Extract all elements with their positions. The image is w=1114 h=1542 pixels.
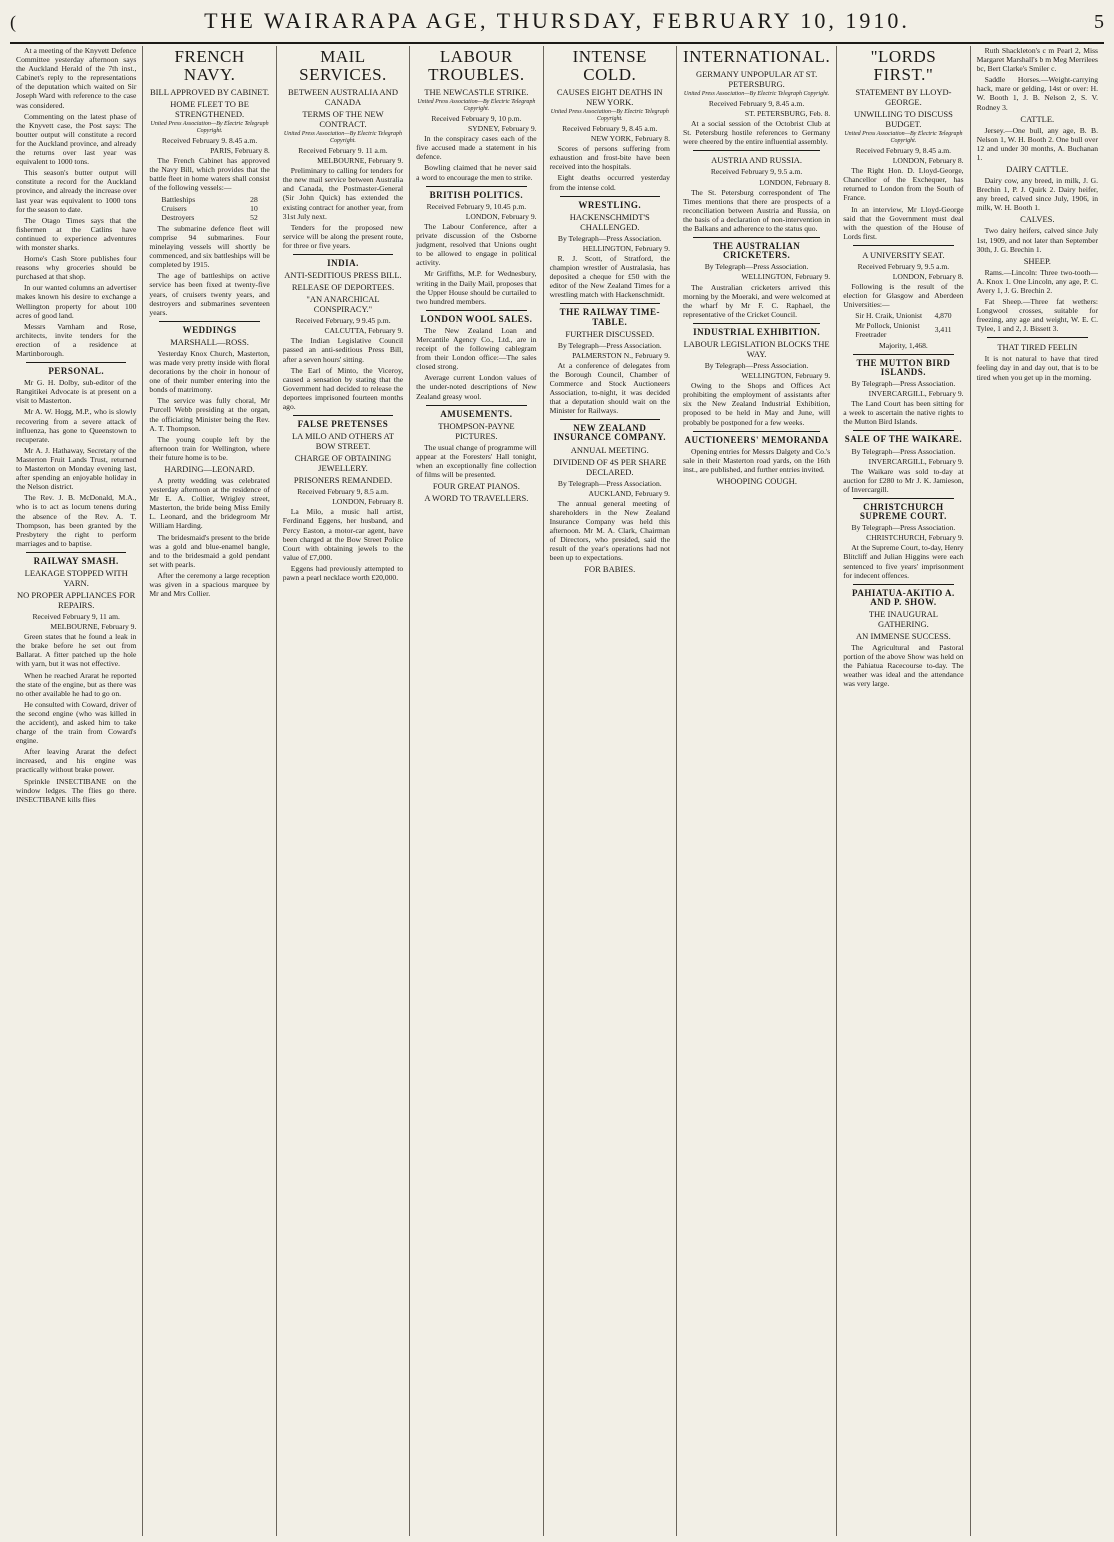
place-line: CALCUTTA, February 9. — [324, 326, 404, 336]
subheading: LA MILO AND OTHERS AT BOW STREET. — [291, 431, 394, 452]
subheading: AN IMMENSE SUCCESS. — [856, 630, 951, 641]
section-heading: SALE OF THE WAIKARE. — [844, 434, 963, 445]
article-paragraph: Tenders for the proposed new service will be along the present route, for three or five years. — [282, 222, 404, 250]
dateline: By Telegraph—Press Association. — [557, 478, 662, 488]
divider — [853, 354, 953, 355]
subheading: FURTHER DISCUSSED. — [565, 328, 655, 339]
article-paragraph: Mr Griffiths, M.P. for Wednesbury, writing in the Daily Mail, proposes that the Upper House should be curtailed to two hundred members. — [416, 269, 537, 306]
place-line: ST. PETERSBURG, Feb. 8. — [744, 109, 831, 119]
article-paragraph: Messrs Varnham and Rose, architects, invite tenders for the erection of a residence at Martinborough. — [16, 321, 137, 358]
article-paragraph: Mr A. W. Hogg, M.P., who is slowly recovering from a severe attack of influenza, has gone to Queenstown to recuperate. — [16, 407, 137, 444]
section-heading: THE MUTTON BIRD ISLANDS. — [856, 357, 951, 377]
article-paragraph: In an interview, Mr Lloyd-George said that the Government must deal with the question of the House of Lords first. — [843, 204, 964, 241]
section-heading: AMUSEMENTS. — [440, 408, 513, 419]
source-line: United Press Association—By Electric Telegraph Copyright. — [683, 91, 830, 97]
article-paragraph: The Earl of Minto, the Viceroy, caused a sensation by stating that the Government had decided to release the deportees imprisoned fourteen months ago. — [282, 365, 404, 411]
article-paragraph: The New Zealand Loan and Mercantile Agency Co., Ltd., are in receipt of the following cablegram from their London office:—The sales closed strong. — [416, 325, 537, 372]
column-1 — [10, 46, 143, 1536]
subheading: ANNUAL MEETING. — [570, 444, 649, 455]
subheading: FOR BABIES. — [584, 564, 636, 575]
place-line: PARIS, February 8. — [210, 146, 270, 156]
section-heading: PERSONAL. — [48, 366, 105, 377]
dateline: Received February 9, 9.5 a.m. — [857, 261, 950, 271]
divider — [693, 431, 820, 432]
dateline: Received February, 9 9.45 p.m. — [295, 316, 391, 326]
divider — [853, 430, 953, 431]
section-heading: INDUSTRIAL EXHIBITION. — [693, 326, 821, 337]
source-line: United Press Association—By Electric Telegraph Copyright. — [283, 131, 403, 144]
subheading: MARSHALL—ROSS. — [170, 336, 249, 347]
subheading: SHEEP. — [1023, 255, 1051, 266]
table-row: Destroyers 52 — [161, 212, 258, 222]
section-heading: RAILWAY SMASH. — [33, 555, 119, 566]
source-line: United Press Association—By Electric Telegraph Copyright. — [844, 131, 963, 144]
article-paragraph: Commenting on the latest phase of the Knyvett case, the Post says: The boutter output will constitute a record for the Auckland province, and already the returns over last year was equivalent to 1000 tons. — [16, 111, 137, 167]
subheading: CALVES. — [1020, 214, 1055, 225]
article-paragraph: Bowling claimed that he never said a word to encourage the men to strike. — [416, 163, 537, 182]
place-line: NEW YORK, February 8. — [590, 134, 670, 144]
article-paragraph: Yesterday Knox Church, Masterton, was made very pretty inside with floral decorations by the choir in honour of one of their number entering into the bonds of matrimony. — [149, 348, 270, 395]
article-paragraph: R. J. Scott, of Stratford, the champion wrestler of Australasia, has deposited a cheque for £50 with the editor of the New Zealand Times for a wrestling match with Hackenschmidt. — [549, 253, 670, 300]
subheading: DAIRY CATTLE. — [1006, 164, 1069, 175]
column-5 — [544, 46, 677, 1536]
subheading: THOMPSON-PAYNE PICTURES. — [438, 420, 515, 441]
subheading: NO PROPER APPLIANCES FOR REPAIRS. — [17, 589, 136, 610]
column-4 — [410, 46, 543, 1536]
article-paragraph: He consulted with Coward, driver of the second engine (who was killed in the accident), and asked him to take charge of the train from Coward's engine. — [16, 699, 137, 746]
article-paragraph: Preliminary to calling for tenders for the new mail service between Australia and Canada, the Postmaster-General (Sir John Quick) has extended the existing contract for another year, from 31st July next. — [282, 166, 404, 221]
article-paragraph: The Land Court has been sitting for a week to ascertain the native rights to the Mutton Bird Islands. — [843, 399, 964, 427]
divider — [853, 498, 953, 499]
dateline: Received February 9, 8.45 a.m. — [562, 124, 658, 133]
column-3 — [277, 46, 410, 1536]
subheading: UNWILLING TO DISCUSS BUDGET. — [853, 109, 953, 129]
subheading: A UNIVERSITY SEAT. — [862, 249, 945, 260]
dateline: By Telegraph—Press Association. — [557, 340, 662, 350]
section-heading: PAHIATUA-AKITIO A. AND P. SHOW. — [852, 587, 955, 607]
dateline: By Telegraph—Press Association. — [851, 378, 956, 388]
section-heading: THE RAILWAY TIME-TABLE. — [559, 307, 660, 327]
subheading: GERMANY UNPOPULAR AT ST. PETERSBURG. — [695, 69, 818, 89]
divider — [293, 254, 393, 255]
column-7 — [837, 46, 970, 1536]
place-line: LONDON, February 8. — [892, 272, 964, 282]
article-paragraph: The St. Petersburg correspondent of The Times mentions that there are prospects of a reconciliation between Austria and Russia, on the basis of a declaration of non-intervention in the Balkans and adherence to the status quo. — [682, 187, 831, 234]
article-paragraph: The young couple left by the afternoon train for Wellington, where their future home is to be. — [149, 434, 270, 462]
article-paragraph: When he reached Ararat he reported the state of the engine, but as there was no other available he had to go on. — [16, 670, 137, 698]
section-heading: CHRISTCHURCH SUPREME COURT. — [859, 502, 947, 522]
article-paragraph: The Labour Conference, after a private discussion of the Osborne judgment, resolved that Unions ought to be allowed to engage in political activity. — [416, 221, 537, 268]
subheading: RELEASE OF DEPORTEES. — [291, 282, 395, 293]
table-row: Cruisers 10 — [161, 203, 258, 213]
place-line: SYDNEY, February 9. — [467, 124, 537, 134]
article-paragraph: The service was fully choral, Mr Purcell Webb presiding at the organ, the officiating Minister being the Rev. A. T. Thompson. — [149, 396, 270, 433]
subheading: THAT TIRED FEELIN — [997, 342, 1078, 353]
divider — [853, 584, 953, 585]
source-line: United Press Association—By Electric Telegraph Copyright. — [417, 99, 536, 112]
subheading: AUSTRIA AND RUSSIA. — [711, 155, 803, 166]
article-paragraph: Saddle Horses.—Weight-carrying hack, mare or gelding, 14st or over: H. W. Booth 1, J. B. Nelson 2, S. V. Rodney 3. — [976, 75, 1098, 112]
place-line: CHRISTCHURCH, February 9. — [866, 533, 964, 543]
article-paragraph: Mr A. J. Hathaway, Secretary of the Masterton Fruit Lands Trust, returned to Masterton on Monday evening last, after spending an enjoyable holiday in the Nelson district. — [16, 445, 137, 492]
article-paragraph: The French Cabinet has approved the Navy Bill, which provides that the battle fleet in home waters shall consist of the following vessels:— — [149, 156, 270, 193]
article-paragraph: At a social session of the Octobrist Club at St. Petersburg hostile references to Germany were cheered by the entire influential assembly. — [682, 119, 831, 147]
columns — [10, 46, 1104, 1536]
dateline: Received February 9, 8.45 a.m. — [855, 146, 952, 155]
dateline: By Telegraph—Press Association. — [851, 446, 956, 456]
place-line: AUCKLAND, February 9. — [588, 488, 670, 498]
section-heading: NEW ZEALAND INSURANCE COMPANY. — [553, 423, 667, 443]
place-line: PALMERSTON N., February 9. — [572, 350, 670, 360]
divider — [426, 310, 526, 311]
advertisement: Sprinkle INSECTIBANE on the window ledges. The flies go there. INSECTIBANE kills flies — [16, 776, 137, 804]
divider — [560, 419, 660, 420]
article-paragraph: The annual general meeting of shareholders in the New Zealand Insurance Company was held this afternoon. Mr M. A. Clark, Chairman of Directors, who presided, said the result of the year's operations had not been up to expectations. — [549, 498, 670, 563]
article-paragraph: Green states that he found a leak in the brake before he set out from Ballarat. A fitter patched up the hole with yarn, but it was not effective. — [16, 632, 137, 669]
article-paragraph: Owing to the Shops and Offices Act prohibiting the employment of assistants after six the New Zealand Industrial Exhibition, proposed to be held in May and June, will probably be postponed for a few weeks. — [682, 381, 831, 427]
dateline: By Telegraph—Press Association. — [704, 262, 809, 272]
article-paragraph: At the Supreme Court, to-day, Henry Blitcliff and Julian Higgins were each sentenced to five years' imprisonment for indecent offences. — [843, 543, 964, 580]
place-line: LONDON, February 8. — [332, 497, 404, 507]
article-paragraph: Average current London values of the under-noted descriptions of New Zealand greasy wool. — [416, 373, 537, 401]
table-row: Battleships 28 — [161, 194, 258, 204]
divider — [693, 150, 820, 151]
place-line: LONDON, February 8. — [892, 156, 964, 166]
article-paragraph: Mr G. H. Dolby, sub-editor of the Rangitikei Advocate is at present on a visit to Masterton. — [16, 378, 137, 406]
article-paragraph: A pretty wedding was celebrated yesterday afternoon at the residence of Mr E. A. Collier, Wrigley street, Masterton, the bride being Miss Emily L. Leonard, and the bridegroom Mr William Harding. — [149, 476, 270, 531]
newspaper-title: THE WAIRARAPA AGE, THURSDAY, FEBRUARY 10, 1910. — [204, 8, 910, 33]
subheading: ANTI-SEDITIOUS PRESS BILL. — [284, 270, 402, 281]
article-paragraph: The Agricultural and Pastoral portion of the above Show was held on the Pahiatua Racecourse to-day. The weather was ideal and the attendance was very large. — [843, 642, 964, 689]
article-paragraph: Dairy cow, any breed, in milk, J. G. Brechin 1, P. J. Quirk 2. Dairy heifer, any breed, calved since July, 1906, in milk, W. H. Booth 1. — [976, 176, 1098, 213]
article-paragraph: The Right Hon. D. Lloyd-George, Chancellor of the Exchequer, has returned to London from the South of France. — [843, 166, 964, 203]
election-results-table — [855, 311, 951, 338]
article-paragraph: The submarine defence fleet will comprise 94 submarines. Four minelaying vessels will shortly be commenced, and six battleships will be completed by 1915. — [149, 223, 270, 270]
section-heading: FALSE PRETENSES — [297, 419, 389, 430]
article-paragraph: Two dairy heifers, calved since July 1st, 1909, and not later than September 30th, J. G. Brechin 1. — [976, 226, 1098, 254]
dateline: By Telegraph—Press Association. — [557, 233, 662, 243]
subheading: STATEMENT BY LLOYD-GEORGE. — [855, 87, 952, 107]
article-paragraph: In the conspiracy cases each of the five accused made a statement in his defence. — [416, 134, 537, 162]
article-paragraph: The Indian Legislative Council passed an anti-seditious Press Bill, after a seven hours' sitting. — [282, 336, 404, 364]
article-paragraph: Rams.—Lincoln: Three two-tooth—A. Knox 1. One Lincoln, any age, P. C. Avery 1, J. G. Brechin 2. — [976, 267, 1098, 295]
dateline: Received February 9, 10.45 p.m. — [426, 201, 527, 211]
place-line: LONDON, February 9. — [465, 211, 537, 221]
divider — [560, 196, 660, 197]
place-line: WELLINGTON, February 9. — [741, 371, 831, 381]
masthead — [10, 8, 1104, 44]
subheading: HARDING—LEONARD. — [164, 464, 255, 474]
dateline: By Telegraph—Press Association. — [704, 360, 809, 370]
headline: INTENSE COLD. — [572, 47, 647, 84]
divider — [26, 362, 126, 363]
article-paragraph: After the ceremony a large reception was given in a spacious marquee by Mr and Mrs Collier. — [149, 570, 270, 599]
dateline: Received February 9, 8.45 a.m. — [708, 99, 805, 108]
page-edge-mark: ( — [10, 12, 16, 32]
subheading: "AN ANARCHICAL CONSPIRACY." — [306, 294, 380, 315]
article-paragraph: Jersey.—One bull, any age, B. B. Nelson 1, W. H. Booth 2. One bull over 12 and under 30 months, A. Buchanan 1. — [976, 125, 1098, 162]
subheading: PRISONERS REMANDED. — [293, 475, 393, 486]
article-paragraph: Fat Sheep.—Three fat wethers: Longwool crosses, suitable for freezing, any age and weight, W. E. C. Tylee, 1 and 2, J. Bissett 3. — [976, 296, 1098, 334]
dateline: Received February 9. 8.45 a.m. — [161, 136, 258, 145]
article-paragraph: The Australian cricketers arrived this morning by the Moeraki, and were welcomed at the wharf by Mr F. C. Raphael, the representative of the Cricket Council. — [682, 282, 831, 319]
article-paragraph: After leaving Ararat the defect increased, and his engine was practically without brake power. — [16, 747, 137, 775]
subheading: BILL APPROVED BY CABINET. — [150, 87, 270, 97]
article-paragraph: La Milo, a music hall artist, Ferdinand Eggens, her husband, and Percy Easton, a motor-car agent, have been charged at the Bow Street Police Court with obtaining jewels to the value of £7,000. — [282, 507, 404, 562]
subheading: CATTLE. — [1020, 113, 1055, 124]
article-paragraph: The age of battleships on active service has been fixed at twenty-five years, of cruisers twenty years, and destroyers and submarines seventeen years. — [149, 271, 270, 317]
subheading: DIVIDEND OF 4S PER SHARE DECLARED. — [553, 456, 667, 477]
divider — [853, 245, 953, 246]
dateline: Received February 9. 11 a.m. — [298, 146, 388, 155]
place-line: INVERCARGILL, February 9. — [868, 389, 964, 399]
dateline: Received February 9, 10 p.m. — [431, 114, 522, 123]
headline: LABOUR TROUBLES. — [428, 47, 525, 84]
headline: MAIL SERVICES. — [299, 47, 387, 84]
place-line: MELBOURNE, February 9. — [317, 156, 404, 166]
subheading: THE INAUGURAL GATHERING. — [868, 608, 938, 629]
subheading: TERMS OF THE NEW CONTRACT. — [302, 109, 384, 129]
article-paragraph: At a meeting of the Knyvett Defence Committee yesterday afternoon says the Auckland Herald of the 7th inst., Cabinet's reply to the representations of the deputation which waited on Sir Joseph Ward with reference to the case was considered. — [16, 46, 137, 110]
subheading: HACKENSCHMIDT'S CHALLENGED. — [569, 211, 650, 232]
page-number: 5 — [1094, 11, 1104, 33]
subheading: LEAKAGE STOPPED WITH YARN. — [24, 567, 128, 588]
headline: INTERNATIONAL. — [682, 47, 831, 66]
subheading: A WORD TO TRAVELLERS. — [424, 493, 529, 504]
section-heading: THE AUSTRALIAN CRICKETERS. — [712, 241, 801, 261]
article-paragraph: This season's butter output will constitute a record for the Auckland province, and already the increase over last year was equivalent to 1000 tons for the season to date. — [16, 168, 137, 214]
divider — [426, 405, 526, 406]
section-heading: AUCTIONEERS' MEMORANDA — [684, 434, 829, 445]
majority-line: Majority, 1,468. — [878, 340, 928, 350]
headline: FRENCH NAVY. — [174, 47, 245, 84]
subheading: BETWEEN AUSTRALIA AND CANADA — [287, 87, 398, 107]
article-paragraph: The Rev. J. B. McDonald, M.A., who is to act as locum tenens during the absence of the Rev. A. T. Thompson, has been granted by the Presbytery the right to perform marriages and to baptise. — [16, 493, 137, 548]
place-line: WELLINGTON, February 9. — [741, 272, 831, 282]
subheading: CAUSES EIGHT DEATHS IN NEW YORK. — [556, 87, 663, 107]
article-paragraph: Scores of persons suffering from exhaustion and frost-bite have been received into the hospitals. — [549, 144, 670, 172]
table-row: Sir H. Craik, Unionist 4,870 — [855, 311, 952, 321]
divider — [693, 323, 820, 324]
dateline: Received February 9, 9.5 a.m. — [710, 167, 803, 177]
dateline: By Telegraph—Press Association. — [851, 523, 956, 533]
fleet-table — [161, 195, 257, 222]
article-paragraph: Ruth Shackleton's c m Pearl 2, Miss Margaret Marshall's b m Meg Merrilees bc, Bert Clarke's Smiler c. — [976, 46, 1098, 74]
article-paragraph: It is not natural to have that tired feeling day in and day out, that is to be tired when you get up in the morning. — [976, 354, 1098, 382]
divider — [293, 415, 393, 416]
article-paragraph: Eggens had previously attempted to pawn a pearl necklace worth £20,000. — [282, 563, 404, 582]
divider — [987, 337, 1088, 338]
subheading: HOME FLEET TO BE STRENGTHENED. — [170, 99, 249, 119]
article-paragraph: The usual change of programme will appear at the Foresters' Hall tonight, when an exceptionally fine collection of films will be presented. — [416, 442, 537, 479]
divider — [693, 237, 820, 238]
source-line: United Press Association—By Electric Telegraph Copyright. — [550, 109, 669, 122]
section-heading: LONDON WOOL SALES. — [420, 313, 533, 324]
table-row: Mr Pollock, Unionist Freetrader 3,411 — [855, 320, 952, 339]
divider — [159, 321, 259, 322]
subheading: WHOOPING COUGH. — [716, 476, 797, 486]
section-heading: WEDDINGS — [182, 324, 237, 335]
section-heading: INDIA. — [327, 258, 359, 269]
article-paragraph: Eight deaths occurred yesterday from the intense cold. — [549, 173, 670, 192]
article-paragraph: The Otago Times says that the fishermen at the Catlins have continued to experience adventures with monster sharks. — [16, 215, 137, 252]
column-2 — [143, 46, 276, 1536]
divider — [560, 303, 660, 304]
section-heading: BRITISH POLITICS. — [429, 189, 524, 200]
place-line: INVERCARGILL, February 9. — [868, 456, 964, 466]
article-paragraph: In our wanted columns an advertiser makes known his desire to exchange a Wellington property for about 100 acres of good land. — [16, 283, 137, 320]
headline: "LORDS FIRST." — [870, 47, 937, 84]
source-line: United Press Association—By Electric Telegraph Copyright. — [150, 121, 269, 134]
subheading: THE NEWCASTLE STRIKE. — [424, 87, 529, 97]
divider — [426, 186, 526, 187]
article-paragraph: Following is the result of the election for Glasgow and Aberdeen Universities:— — [843, 282, 964, 310]
place-line: MELBOURNE, February 9. — [50, 622, 137, 632]
divider — [26, 552, 126, 553]
article-paragraph: The bridesmaid's present to the bride was a gold and blue-enamel bangle, and to the bridesmaid a gold pendant set with pearls. — [149, 532, 270, 569]
column-6 — [677, 46, 837, 1536]
subheading: LABOUR LEGISLATION BLOCKS THE WAY. — [683, 338, 830, 359]
article-paragraph: At a conference of delegates from the Borough Council, Chamber of Commerce and Stock Auctioneers Association, to-night, it was decided that a deputation should wait on the Minister for Railways. — [549, 360, 670, 416]
subheading: CHARGE OF OBTAINING JEWELLERY. — [294, 453, 392, 474]
subheading: FOUR GREAT PIANOS. — [432, 481, 520, 492]
dateline: Received February 9, 8.5 a.m. — [297, 487, 389, 497]
dateline: Received February 9, 11 am. — [32, 611, 120, 621]
place-line: HELLINGTON, February 9. — [582, 243, 670, 253]
article-paragraph: The Waikare was sold to-day at auction for £280 to Mr J. K. Jamieson, of Invercargill. — [843, 466, 964, 494]
article-paragraph: Opening entries for Messrs Dalgety and Co.'s sale in their Masterton road yards, on the 16th inst., are published, and further entries invited. — [682, 446, 831, 474]
column-8 — [971, 46, 1104, 1536]
article-paragraph: Horne's Cash Store publishes four reasons why groceries should be purchased at that shop. — [16, 254, 137, 282]
place-line: LONDON, February 8. — [759, 177, 831, 187]
section-heading: WRESTLING. — [578, 199, 642, 210]
